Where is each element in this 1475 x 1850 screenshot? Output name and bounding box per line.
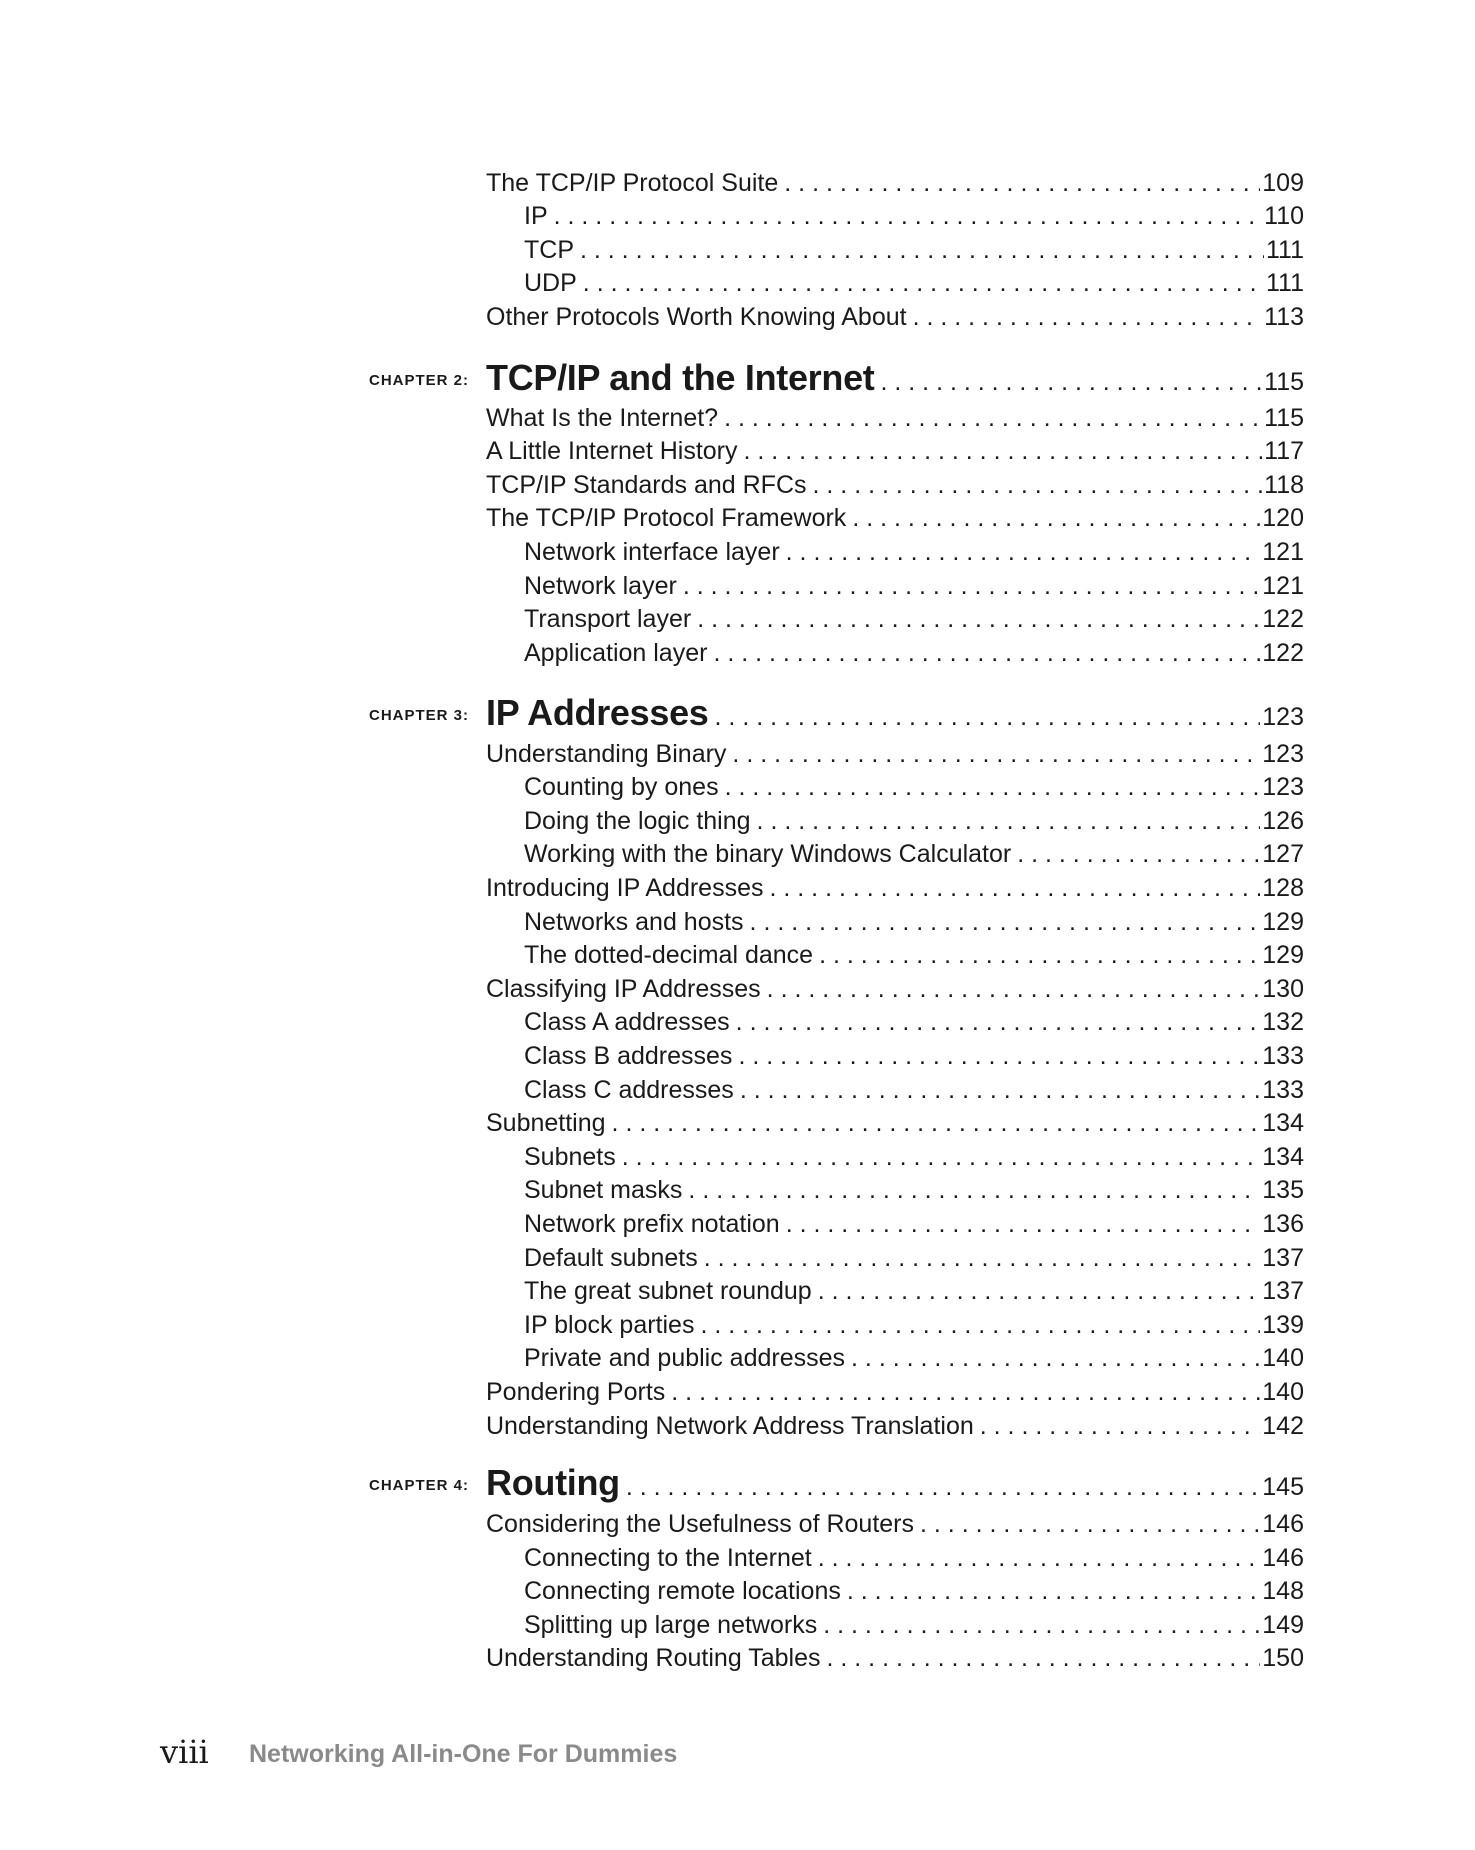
dot-leader xyxy=(786,1209,1261,1239)
toc-chapter-entry[interactable] xyxy=(486,691,1304,735)
toc-entry-title: Network prefix notation xyxy=(524,1210,780,1238)
running-footer-title: Networking All-in-One For Dummies xyxy=(249,1740,678,1768)
toc-entry[interactable] xyxy=(524,235,1304,265)
dot-leader xyxy=(847,1576,1260,1606)
toc-entry-title: Understanding Routing Tables xyxy=(486,1644,821,1672)
toc-entry-title: The great subnet roundup xyxy=(524,1277,812,1305)
toc-entry[interactable] xyxy=(524,1075,1304,1105)
toc-entry[interactable] xyxy=(486,1643,1304,1673)
dot-leader xyxy=(715,695,1261,739)
toc-entry[interactable] xyxy=(486,503,1304,533)
toc-entry[interactable] xyxy=(524,1175,1304,1205)
toc-entry[interactable] xyxy=(486,873,1304,903)
toc-entry[interactable] xyxy=(524,907,1304,937)
dot-leader xyxy=(554,201,1263,231)
toc-chapter-entry[interactable] xyxy=(486,1461,1304,1505)
toc-entry[interactable] xyxy=(524,1610,1304,1640)
toc-entry[interactable] xyxy=(486,302,1304,332)
toc-entry[interactable] xyxy=(524,1007,1304,1037)
toc-entry-page: 115 xyxy=(1264,404,1304,432)
toc-entry[interactable] xyxy=(486,974,1304,1004)
toc-entry-page: 127 xyxy=(1262,840,1304,868)
dot-leader xyxy=(724,403,1262,433)
toc-entry-title: TCP/IP Standards and RFCs xyxy=(486,471,807,499)
dot-leader xyxy=(818,1276,1261,1306)
dot-leader xyxy=(819,940,1260,970)
toc-entry[interactable] xyxy=(524,1142,1304,1172)
toc-entry[interactable] xyxy=(486,1411,1304,1441)
toc-entry-title: What Is the Internet? xyxy=(486,404,719,432)
toc-entry-title: Network layer xyxy=(524,572,677,600)
toc-entry-title: TCP xyxy=(524,236,574,264)
dot-leader xyxy=(626,1465,1260,1509)
toc-entry[interactable] xyxy=(524,638,1304,668)
dot-leader xyxy=(713,638,1260,668)
toc-entry[interactable] xyxy=(486,1377,1304,1407)
dot-leader xyxy=(980,1411,1261,1441)
toc-entry-page: 132 xyxy=(1262,1008,1304,1036)
toc-entry-page: 117 xyxy=(1264,437,1304,465)
toc-entry-title: Splitting up large networks xyxy=(524,1611,818,1639)
toc-entry-page: 146 xyxy=(1262,1544,1304,1572)
toc-entry-page: 120 xyxy=(1262,504,1304,532)
toc-entry-title: The TCP/IP Protocol Framework xyxy=(486,504,847,532)
toc-entry-title: Subnet masks xyxy=(524,1176,683,1204)
toc-entry-page: 129 xyxy=(1262,908,1304,936)
dot-leader xyxy=(725,772,1261,802)
dot-leader xyxy=(580,235,1264,265)
toc-entry[interactable] xyxy=(524,1243,1304,1273)
chapter-label: CHAPTER 3: xyxy=(368,707,469,724)
toc-entry[interactable] xyxy=(524,604,1304,634)
toc-entry-page: 113 xyxy=(1264,303,1304,331)
toc-entry[interactable] xyxy=(524,201,1304,231)
toc-entry-title: The TCP/IP Protocol Suite xyxy=(486,169,779,197)
toc-entry-title: Connecting remote locations xyxy=(524,1577,841,1605)
toc-entry-page: 137 xyxy=(1262,1277,1304,1305)
toc-entry-title: Introducing IP Addresses xyxy=(486,874,764,902)
toc-entry-page: 121 xyxy=(1262,572,1304,600)
toc-entry[interactable] xyxy=(524,268,1304,298)
toc-entry-page: 110 xyxy=(1264,202,1304,230)
dot-leader xyxy=(732,739,1260,769)
toc-entry-page: 111 xyxy=(1265,236,1304,264)
toc-entry-title: Class A addresses xyxy=(524,1008,730,1036)
dot-leader xyxy=(818,1543,1261,1573)
dot-leader xyxy=(750,907,1261,937)
dot-leader xyxy=(823,1610,1260,1640)
toc-entry-page: 140 xyxy=(1262,1378,1304,1406)
dot-leader xyxy=(881,360,1263,404)
toc-entry-title: IP xyxy=(524,202,548,230)
toc-entry-page: 134 xyxy=(1262,1109,1304,1137)
toc-entry[interactable] xyxy=(524,1209,1304,1239)
dot-leader xyxy=(736,1007,1261,1037)
dot-leader xyxy=(786,537,1261,567)
toc-entry[interactable] xyxy=(524,1310,1304,1340)
toc-entry-title: Understanding Network Address Translation xyxy=(486,1412,974,1440)
toc-entry-page: 126 xyxy=(1262,807,1304,835)
toc-entry-title: Connecting to the Internet xyxy=(524,1544,812,1572)
toc-entry-page: 148 xyxy=(1262,1577,1304,1605)
toc-entry-page: 149 xyxy=(1262,1611,1304,1639)
toc-entry-title: Class C addresses xyxy=(524,1076,734,1104)
toc-entry-title: Default subnets xyxy=(524,1244,698,1272)
toc-entry[interactable] xyxy=(524,571,1304,601)
dot-leader xyxy=(704,1243,1261,1273)
toc-entry-title: The dotted-decimal dance xyxy=(524,941,814,969)
toc-entry-title: Counting by ones xyxy=(524,773,719,801)
toc-entry[interactable] xyxy=(486,403,1304,433)
toc-entry[interactable] xyxy=(524,806,1304,836)
toc-entry[interactable] xyxy=(524,1343,1304,1373)
toc-entry-title: IP block parties xyxy=(524,1311,695,1339)
dot-leader xyxy=(920,1509,1260,1539)
toc-entry-page: 136 xyxy=(1262,1210,1304,1238)
toc-entry-title: Private and public addresses xyxy=(524,1344,846,1372)
toc-entry-page: 111 xyxy=(1265,269,1304,297)
toc-entry[interactable] xyxy=(486,739,1304,769)
toc-entry-page: 135 xyxy=(1262,1176,1304,1204)
toc-entry-page: 122 xyxy=(1262,605,1304,633)
toc-entry-page: 146 xyxy=(1262,1510,1304,1538)
toc-entry-title: Other Protocols Worth Knowing About xyxy=(486,303,907,331)
toc-entry-page: 133 xyxy=(1262,1042,1304,1070)
toc-entry[interactable] xyxy=(524,839,1304,869)
toc-entry-title: Networks and hosts xyxy=(524,908,744,936)
toc-entry-page: 109 xyxy=(1262,169,1304,197)
toc-entry-page: 137 xyxy=(1262,1244,1304,1272)
toc-entry[interactable] xyxy=(486,168,1304,198)
toc-entry-title: Class B addresses xyxy=(524,1042,733,1070)
chapter-title: TCP/IP and the Internet xyxy=(486,357,875,398)
toc-entry-title: UDP xyxy=(524,269,577,297)
dot-leader xyxy=(784,168,1260,198)
toc-entry[interactable] xyxy=(524,1041,1304,1071)
dot-leader xyxy=(688,1175,1260,1205)
toc-entry-title: Doing the logic thing xyxy=(524,807,751,835)
page-number: viii xyxy=(160,1733,209,1771)
dot-leader xyxy=(851,1343,1260,1373)
dot-leader xyxy=(738,1041,1260,1071)
toc-chapter-entry[interactable] xyxy=(486,356,1304,400)
toc-entry[interactable] xyxy=(486,1509,1304,1539)
dot-leader xyxy=(583,268,1264,298)
toc-entry-title: Pondering Ports xyxy=(486,1378,666,1406)
dot-leader xyxy=(1017,839,1260,869)
dot-leader xyxy=(767,974,1261,1004)
toc-entry-page: 115 xyxy=(1264,368,1304,396)
toc-entry-page: 134 xyxy=(1262,1143,1304,1171)
dot-leader xyxy=(813,470,1263,500)
chapter-label: CHAPTER 2: xyxy=(368,372,469,389)
toc-entry-page: 142 xyxy=(1262,1412,1304,1440)
dot-leader xyxy=(697,604,1260,634)
dot-leader xyxy=(770,873,1261,903)
dot-leader xyxy=(671,1377,1260,1407)
toc-entry-title: Transport layer xyxy=(524,605,692,633)
toc-entry-page: 130 xyxy=(1262,975,1304,1003)
dot-leader xyxy=(757,806,1261,836)
toc-entry[interactable] xyxy=(524,1543,1304,1573)
dot-leader xyxy=(683,571,1260,601)
toc-entry-title: Subnets xyxy=(524,1143,616,1171)
toc-entry-page: 145 xyxy=(1262,1473,1304,1501)
toc-entry-title: Network interface layer xyxy=(524,538,780,566)
toc-entry-page: 139 xyxy=(1262,1311,1304,1339)
toc-entry-page: 121 xyxy=(1262,538,1304,566)
dot-leader xyxy=(740,1075,1260,1105)
toc-entry-page: 129 xyxy=(1262,941,1304,969)
toc-entry-page: 133 xyxy=(1262,1076,1304,1104)
toc-entry-title: Application layer xyxy=(524,639,708,667)
toc-entry-title: A Little Internet History xyxy=(486,437,738,465)
toc-entry-page: 128 xyxy=(1262,874,1304,902)
toc-entry[interactable] xyxy=(524,537,1304,567)
toc-entry-page: 140 xyxy=(1262,1344,1304,1372)
dot-leader xyxy=(622,1142,1261,1172)
dot-leader xyxy=(913,302,1263,332)
dot-leader xyxy=(827,1643,1261,1673)
toc-entry-title: Understanding Binary xyxy=(486,740,727,768)
toc-entry[interactable] xyxy=(524,772,1304,802)
toc-entry[interactable] xyxy=(524,940,1304,970)
dot-leader xyxy=(700,1310,1260,1340)
toc-entry-title: Working with the binary Windows Calculator xyxy=(524,840,1012,868)
toc-entry-page: 122 xyxy=(1262,639,1304,667)
chapter-label: CHAPTER 4: xyxy=(368,1477,469,1494)
toc-entry-title: Classifying IP Addresses xyxy=(486,975,761,1003)
toc-entry[interactable] xyxy=(524,1576,1304,1606)
toc-entry-title: Considering the Usefulness of Routers xyxy=(486,1510,915,1538)
toc-entry[interactable] xyxy=(486,1108,1304,1138)
dot-leader xyxy=(612,1108,1261,1138)
toc-entry-page: 123 xyxy=(1262,703,1304,731)
toc-entry-title: Subnetting xyxy=(486,1109,606,1137)
toc-entry[interactable] xyxy=(486,436,1304,466)
chapter-title: Routing xyxy=(486,1462,620,1503)
toc-entry-page: 123 xyxy=(1262,773,1304,801)
dot-leader xyxy=(852,503,1260,533)
chapter-title: IP Addresses xyxy=(486,692,709,733)
toc-entry[interactable] xyxy=(486,470,1304,500)
toc-entry-page: 118 xyxy=(1264,471,1304,499)
toc-entry-page: 123 xyxy=(1262,740,1304,768)
toc-entry-page: 150 xyxy=(1262,1644,1304,1672)
dot-leader xyxy=(744,436,1263,466)
toc-entry[interactable] xyxy=(524,1276,1304,1306)
